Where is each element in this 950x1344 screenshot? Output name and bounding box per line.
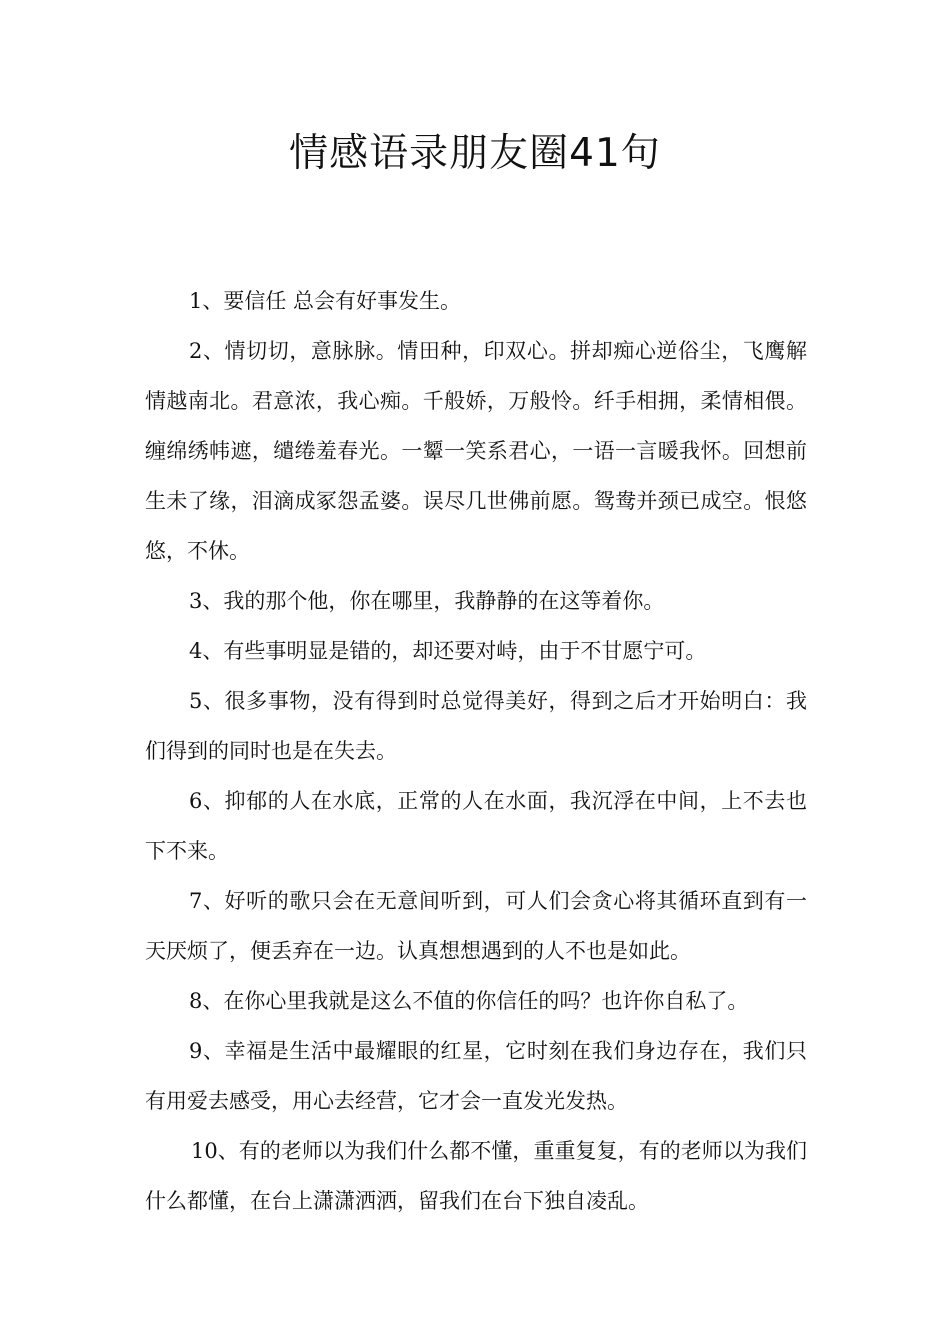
paragraph-3: 3、我的那个他，你在哪里，我静静的在这等着你。 bbox=[189, 589, 665, 613]
paragraph-9: 9、幸福是生活中最耀眼的红星，它时刻在我们身边存在，我们只有用爱去感受，用心去经营，它才会一直发光发热。 bbox=[145, 1039, 807, 1113]
paragraph-7: 7、好听的歌只会在无意间听到，可人们会贪心将其循环直到有一天厌烦了，便丢弃在一边。认真想想遇到的人不也是如此。 bbox=[145, 889, 807, 963]
paragraph-10: 10、有的老师以为我们什么都不懂，重重复复，有的老师以为我们什么都懂，在台上潇潇洒洒，留我们在台下独自凌乱。 bbox=[145, 1139, 807, 1213]
paragraph-1: 1、要信任 总会有好事发生。 bbox=[189, 289, 462, 313]
document-body bbox=[145, 276, 807, 1226]
paragraph-6: 6、抑郁的人在水底，正常的人在水面，我沉浮在中间，上不去也下不来。 bbox=[145, 789, 807, 863]
paragraph-4: 4、有些事明显是错的，却还要对峙，由于不甘愿宁可。 bbox=[189, 639, 707, 663]
paragraph-8: 8、在你心里我就是这么不值的你信任的吗？也许你自私了。 bbox=[189, 989, 749, 1013]
paragraph-2: 2、情切切，意脉脉。情田种，印双心。拼却痴心逆俗尘，飞鹰解情越南北。君意浓，我心痴。千般娇，万般怜。纤手相拥，柔情相偎。缠绵绣帏遮，缱绻羞春光。一颦一笑系君心，一语一言暖我怀。回想前生未了缘，泪滴成冢怨孟婆。误尽几世佛前愿。鸳鸯并颈已成空。恨悠悠，不休。 bbox=[145, 339, 807, 563]
document-title: 情感语录朋友圈41句 bbox=[289, 131, 661, 176]
paragraph-5: 5、很多事物，没有得到时总觉得美好，得到之后才开始明白：我们得到的同时也是在失去。 bbox=[145, 689, 807, 763]
